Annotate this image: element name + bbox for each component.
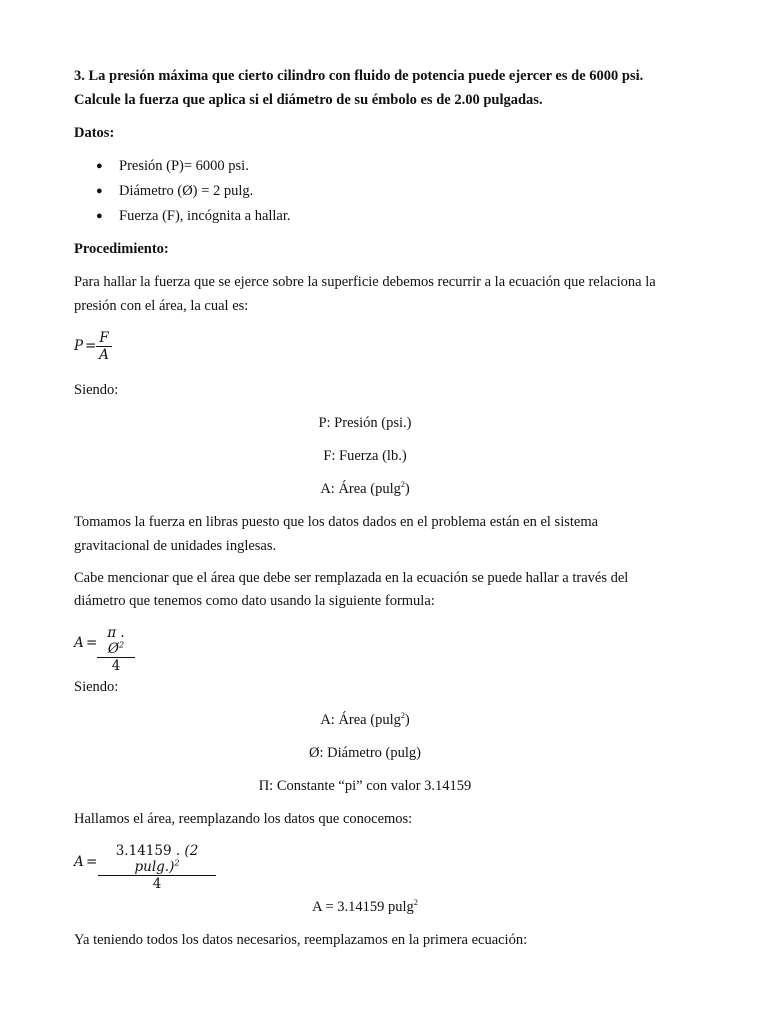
superscript: 2 <box>174 858 180 868</box>
eq-fraction <box>96 330 112 364</box>
bullet-icon: ● <box>96 185 103 197</box>
siendo-label: Siendo: <box>74 679 119 695</box>
definition-pi: Π: Constante “pi” con valor 3.14159 <box>258 778 472 794</box>
list-item: Diámetro (Ø) = 2 pulg. <box>119 183 254 199</box>
definition-area <box>0 480 730 498</box>
eq-equals: = <box>86 635 98 651</box>
eq-denominator: 4 <box>111 658 121 674</box>
list-item: Fuerza (F), incógnita a hallar. <box>119 208 291 224</box>
eq-lhs: A <box>74 635 84 651</box>
paragraph-line: gravitacional de unidades inglesas. <box>74 538 277 554</box>
paragraph-line: Cabe mencionar que el área que debe ser remplazada en la ecuación se puede hallar a través del <box>74 570 629 586</box>
definition-text: ) <box>404 481 410 497</box>
definition-pressure: P: Presión (psi.) <box>318 415 412 431</box>
paragraph-line: Para hallar la fuerza que se ejerce sobre la superficie debemos recurrir a la ecuación que relaciona la <box>74 274 656 290</box>
eq-numerator <box>97 625 135 657</box>
eq-numerator: F <box>99 330 109 346</box>
superscript: 2 <box>400 711 405 721</box>
eq-numerator <box>98 843 216 875</box>
eq-fraction <box>97 625 135 675</box>
eq-denominator: 4 <box>152 876 162 892</box>
list-item: Presión (P)= 6000 psi. <box>119 158 249 174</box>
definition-text: A: Área (pulg <box>320 712 401 728</box>
area-result <box>0 898 730 916</box>
definition-diameter: Ø: Diámetro (pulg) <box>309 745 421 761</box>
bullet-icon: ● <box>96 160 103 172</box>
definition-text: A: Área (pulg <box>320 481 401 497</box>
problem-line-2: Calcule la fuerza que aplica si el diámetro de su émbolo es de 2.00 pulgadas. <box>74 92 543 108</box>
eq-lhs: P <box>74 338 84 354</box>
eq-equals: = <box>86 854 98 870</box>
eq-equals: = <box>85 338 97 354</box>
eq-term: (2 pulg.) <box>134 843 199 875</box>
paragraph-line: Hallamos el área, reemplazando los datos que conocemos: <box>74 811 413 827</box>
eq-lhs: A <box>74 854 84 870</box>
paragraph-line: Ya teniendo todos los datos necesarios, reemplazamos en la primera ecuación: <box>74 932 528 948</box>
superscript: 2 <box>400 480 405 490</box>
bullet-icon: ● <box>96 210 103 222</box>
definition-area <box>0 711 730 729</box>
paragraph-line: Tomamos la fuerza en libras puesto que los datos dados en el problema están en el sistema <box>74 514 599 530</box>
result-text: A = 3.14159 pulg <box>312 899 414 915</box>
siendo-label: Siendo: <box>74 382 119 398</box>
definition-force: F: Fuerza (lb.) <box>323 448 407 464</box>
eq-denominator: A <box>99 347 109 363</box>
superscript: 2 <box>118 640 125 650</box>
superscript: 2 <box>413 898 418 908</box>
eq-fraction <box>98 843 216 893</box>
definition-text: ) <box>404 712 410 728</box>
paragraph-line: diámetro que tenemos como dato usando la siguiente formula: <box>74 593 435 609</box>
eq-term: π . Ø <box>107 625 125 657</box>
procedimiento-heading: Procedimiento: <box>74 241 169 257</box>
eq-term: 3.14159 . <box>115 843 185 859</box>
paragraph-line: presión con el área, la cual es: <box>74 298 249 314</box>
problem-line-1: 3. La presión máxima que cierto cilindro con fluido de potencia puede ejercer es de 6000 psi. <box>74 68 644 84</box>
datos-heading: Datos: <box>74 125 115 141</box>
